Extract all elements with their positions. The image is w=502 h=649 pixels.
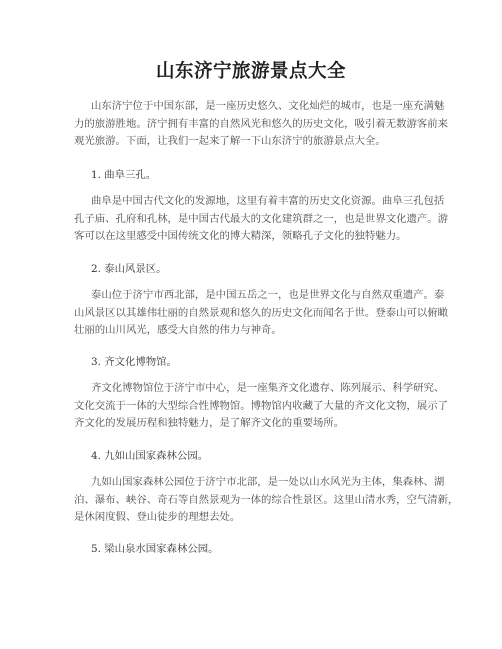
intro-line: 力的旅游胜地。济宁拥有丰富的自然风光和悠久的历史文化，吸引着无数游客前来 — [74, 117, 449, 130]
section-line: 壮丽的山川风光，感受大自然的伟力与神奇。 — [74, 324, 282, 336]
section-heading: 5. 梁山泉水国家森林公园。 — [91, 543, 219, 555]
intro-line: 观光旅游。下面，让我们一起来了解一下山东济宁的旅游景点大全。 — [74, 135, 386, 147]
section-paragraph — [74, 474, 459, 527]
section-line: 山风景区以其雄伟壮丽的自然景观和悠久的历史文化而闻名于世。登泰山可以俯瞰 — [74, 306, 449, 319]
section-heading: 2. 泰山风景区。 — [91, 263, 167, 275]
section-line: 曲阜是中国古代文化的发源地，这里有着丰富的历史文化资源。曲阜三孔包括 — [91, 195, 445, 207]
section-line: 泊、瀑布、峡谷、奇石等自然景观为一体的综合性景区。这里山清水秀，空气清新， — [74, 493, 459, 506]
section-heading: 1. 曲阜三孔。 — [91, 169, 157, 181]
section-line: 文化交流于一体的大型综合性博物馆。博物馆内收藏了大量的齐文化文物，展示了 — [74, 399, 449, 412]
intro-line: 山东济宁位于中国东部，是一座历史悠久、文化灿烂的城市，也是一座充满魅 — [91, 100, 445, 112]
document-title: 山东济宁旅游景点大全 — [155, 61, 346, 82]
section-line: 客可以在这里感受中国传统文化的博大精深，领略孔子文化的独特魅力。 — [74, 230, 407, 242]
section-heading: 4. 九如山国家森林公园。 — [91, 450, 209, 462]
intro-paragraph — [74, 98, 449, 151]
section-line: 孔子庙、孔府和孔林，是中国古代最大的文化建筑群之一，也是世界文化遗产。游 — [74, 212, 449, 225]
section-line: 九如山国家森林公园位于济宁市北部，是一处以山水风光为主体，集森林、湖 — [91, 476, 445, 488]
section-line: 泰山位于济宁市西北部，是中国五岳之一，也是世界文化与自然双重遗产。泰 — [91, 289, 445, 301]
section-line: 是休闲度假、登山徒步的理想去处。 — [74, 511, 241, 523]
section-paragraph — [74, 287, 449, 340]
section-paragraph — [74, 380, 449, 433]
section-line: 齐文化博物馆位于济宁市中心，是一座集齐文化遗存、陈列展示、科学研究、 — [91, 382, 445, 394]
section-line: 齐文化的发展历程和独特魅力，是了解齐文化的重要场所。 — [74, 417, 345, 429]
section-heading: 3. 齐文化博物馆。 — [91, 356, 177, 368]
section-paragraph — [74, 193, 449, 246]
